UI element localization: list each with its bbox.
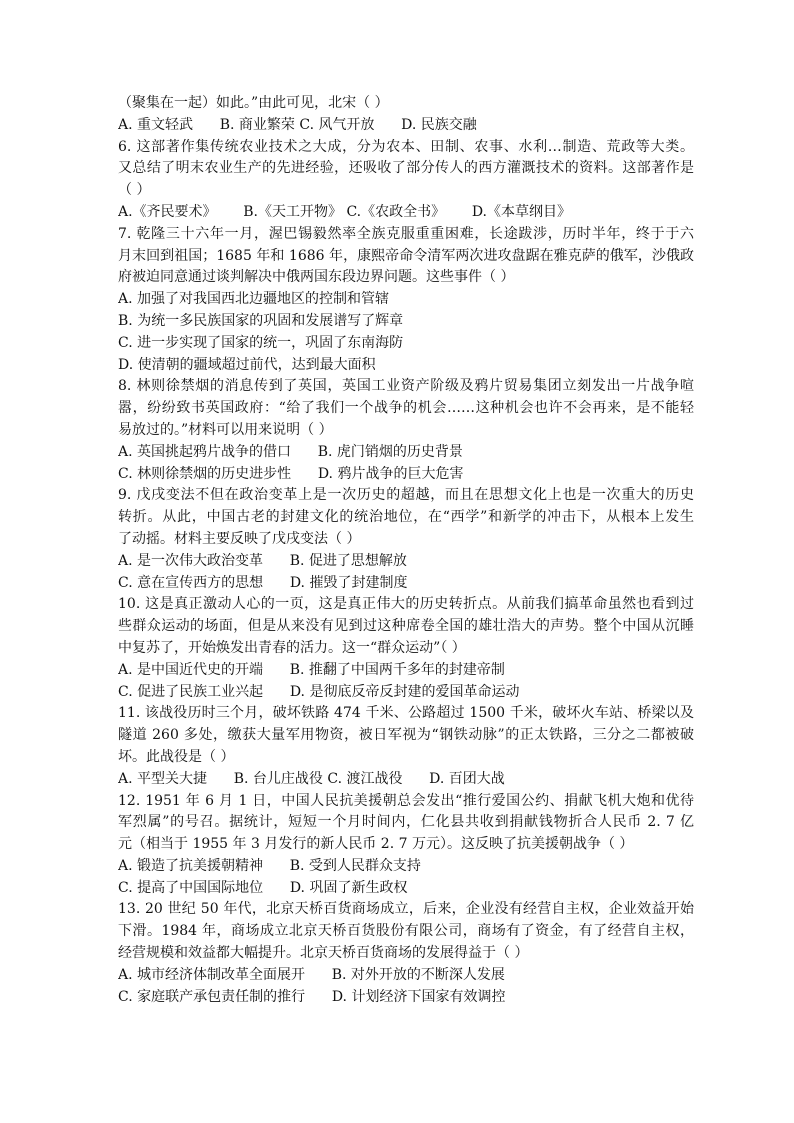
text-line: A. 城市经济体制改革全面展开 B. 对外开放的不断深人发展: [118, 966, 505, 983]
text-line: 月末回到祖国；1685 年和 1686 年，康熙帝命令清军两次进攻盘踞在雅克萨的俄军，沙俄政: [118, 247, 694, 264]
text-line: C. 家庭联产承包责任制的推行 D. 计划经济下国家有效调控: [118, 988, 506, 1005]
text-line: 6. 这部著作集传统农业技术之大成，分为农本、田制、农事、水利…制造、荒政等大类。: [118, 138, 694, 155]
text-line: （聚集在一起）如此。”由此可见，北宋（ ）: [118, 95, 389, 111]
text-line: A. 是中国近代史的开端 B. 推翻了中国两千多年的封建帝制: [118, 661, 505, 678]
text-line: 军烈属”的号召。据统计，短短一个月时间内，仁化县共收到捐献钱物折合人民币 2. 7 亿: [118, 814, 694, 831]
text-line: C. 提高了中国国际地位 D. 巩固了新生政权: [118, 879, 408, 896]
text-line: A. 平型关大捷 B. 台儿庄战役 C. 渡江战役 D. 百团大战: [118, 770, 505, 787]
text-line: A. 英国挑起鸦片战争的借口 B. 虎门销烟的历史背景: [118, 443, 463, 460]
text-line: 10. 这是真正激动人心的一页，这是真正伟大的历史转折点。从前我们搞革命虽然也看到过: [118, 596, 694, 613]
text-line: 嚣，纷纷致书英国政府：“给了我们一个战争的机会……这种机会也许不会再来，是不能轻: [118, 400, 694, 417]
text-line: 坏。此战役是（ ）: [118, 748, 235, 765]
text-line: C. 促进了民族工业兴起 D. 是彻底反帝反封建的爱国革命运动: [118, 683, 520, 700]
text-line: 下滑。1984 年，商场成立北京天桥百货股份有限公司，商场有了资金，有了经营自主权，: [118, 923, 694, 940]
text-line: A.《齐民要术》 B.《天工开物》 C.《农政全书》 D.《本草纲目》: [118, 203, 571, 220]
text-line: 11. 该战役历时三个月，破坏铁路 474 千米、公路超过 1500 千米，破坏火车站、桥梁以及: [118, 705, 694, 722]
text-line: C. 进一步实现了国家的统一，巩固了东南海防: [118, 334, 404, 351]
text-line: 8. 林则徐禁烟的消息传到了英国，英国工业资产阶级及鸦片贸易集团立刻发出一片战争喧: [118, 378, 694, 395]
text-line: 府被迫同意通过谈判解决中俄两国东段边界问题。这些事件（ ）: [118, 269, 515, 286]
text-line: 中复苏了，开始焕发出青春的活力。这一“群众运动”（ ）: [118, 639, 466, 656]
text-line: 12. 1951 年 6 月 1 日，中国人民抗美援朝总会发出“推行爱国公约、捐献飞机大炮和优待: [118, 792, 694, 809]
text-line: 元（相当于 1955 年 3 月发行的新人民币 2. 7 万元）。这反映了抗美援朝战争（ ）: [118, 836, 634, 853]
text-line: B. 为统一多民族国家的巩固和发展谱写了辉章: [118, 312, 404, 329]
text-line: 转折。从此，中国古老的封建文化的统治地位，在“西学”和新学的冲击下，从根本上发生: [118, 509, 694, 526]
text-line: 些群众运动的场面，但是从来没有见到过这种席卷全国的雄壮浩大的声势。整个中国从沉睡: [118, 618, 694, 635]
text-line: D. 使清朝的疆域超过前代，达到最大面积: [118, 356, 376, 373]
text-line: A. 锻造了抗美援朝精神 B. 受到人民群众支持: [118, 857, 421, 874]
text-line: A. 加强了对我国西北边疆地区的控制和管辖: [118, 291, 390, 308]
text-line: A. 是一次伟大政治变革 B. 促进了思想解放: [118, 552, 407, 569]
text-line: 7. 乾隆三十六年一月，渥巴锡毅然率全族克服重重困难，长途跋涉，历时半年，终于于六: [118, 225, 694, 242]
text-line: 又总结了明末农业生产的先进经验，还吸收了部分传人的西方灌溉技术的资料。这部著作是: [118, 160, 694, 177]
text-line: C. 意在宣传西方的思想 D. 摧毁了封建制度: [118, 574, 408, 591]
text-line: 了动摇。材料主要反映了戊戌变法（ ）: [118, 530, 361, 547]
text-line: （ ）: [118, 182, 151, 199]
text-line: C. 林则徐禁烟的历史进步性 D. 鸦片战争的巨大危害: [118, 465, 464, 482]
text-line: 13. 20 世纪 50 年代，北京天桥百货商场成立，后来，企业没有经营自主权，企业效益开始: [118, 901, 694, 918]
text-line: 经营规模和效益都大幅提升。北京天桥百货商场的发展得益于（ ）: [118, 945, 529, 962]
question-text-body: [118, 93, 694, 1008]
text-line: 易放过的。”材料可以用来说明（ ）: [118, 421, 333, 438]
text-line: 9. 戊戌变法不但在政治变革上是一次历史的超越，而且在思想文化上也是一次重大的历史: [118, 487, 694, 504]
text-line: 隧道 260 多处，缴获大量军用物资，被日军视为“钢铁动脉”的正太铁路，三分之二都被破: [118, 727, 694, 744]
text-line: A. 重文轻武 B. 商业繁荣 C. 风气开放 D. 民族交融: [118, 116, 477, 133]
